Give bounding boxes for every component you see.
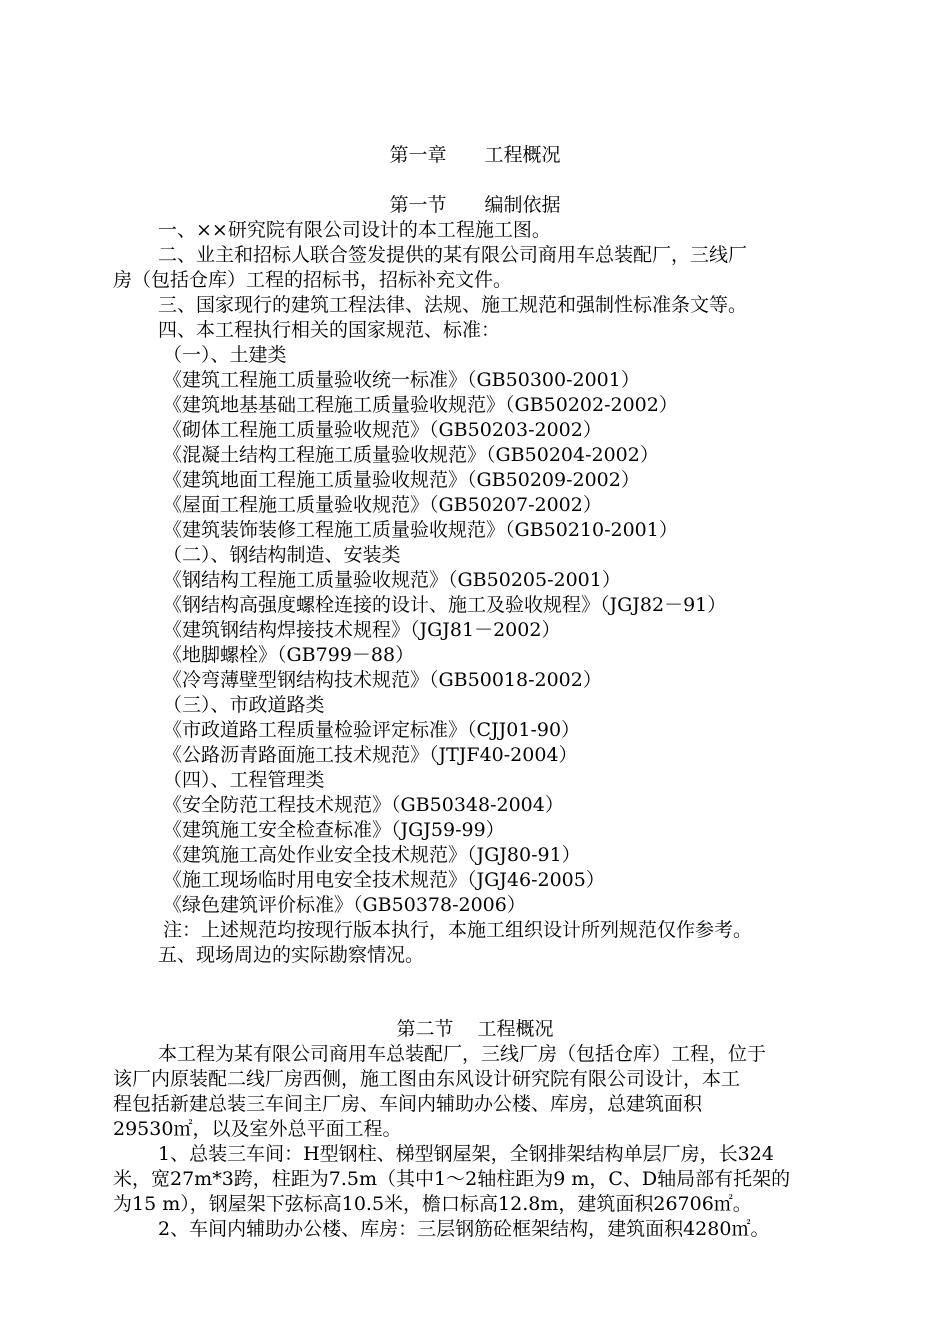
section-title: 工程概况 [477, 1018, 554, 1040]
overview-item: 2、车间内辅助办公楼、库房：三层钢筋砼框架结构，建筑面积4280㎡。 [158, 1218, 770, 1240]
basis-item: 一、××研究院有限公司设计的本工程施工图。 [158, 219, 551, 241]
standard-item: 《屋面工程施工质量验收规范》（GB50207-2002） [163, 494, 602, 516]
basis-item: 四、本工程执行相关的国家规范、标准： [158, 319, 501, 341]
standard-category: （三）、市政道路类 [163, 694, 325, 716]
standards-note: 注：上述规范均按现行版本执行，本施工组织设计所列规范仅作参考。 [163, 919, 753, 941]
basis-item: 五、现场周边的实际勘察情况。 [158, 944, 425, 966]
standard-item: 《钢结构工程施工质量验收规范》（GB50205-2001） [163, 569, 621, 591]
basis-item-continuation: 房（包括仓库）工程的招标书，招标补充文件。 [113, 269, 513, 291]
overview-item-line: 为15 m），钢屋架下弦标高10.5米，檐口标高12.8m，建筑面积26706㎡。 [113, 1193, 752, 1215]
standard-item: 《建筑工程施工质量验收统一标准》（GB50300-2001） [163, 369, 640, 391]
standard-category: （四）、工程管理类 [163, 769, 325, 791]
standard-item: 《绿色建筑评价标准》（GB50378-2006） [163, 894, 526, 916]
standard-item: 《建筑地面工程施工质量验收规范》（GB50209-2002） [163, 469, 640, 491]
chapter-title: 工程概况 [484, 144, 561, 166]
chapter-number: 第一章 [389, 144, 447, 166]
standard-item: 《地脚螺栓》（GB799－88） [163, 644, 415, 666]
standard-item: 《冷弯薄壁型钢结构技术规范》（GB50018-2002） [163, 669, 602, 691]
standard-item: 《安全防范工程技术规范》（GB50348-2004） [163, 794, 564, 816]
basis-item: 三、国家现行的建筑工程法律、法规、施工规范和强制性标准条文等。 [158, 294, 748, 316]
standard-item: 《公路沥青路面施工技术规范》（JTJF40-2004） [163, 744, 578, 766]
standard-category: （二）、钢结构制造、安装类 [163, 544, 401, 566]
standard-item: 《建筑施工安全检查标准》（JGJ59-99） [163, 819, 505, 841]
overview-paragraph: 本工程为某有限公司商用车总装配厂，三线厂房（包括仓库）工程，位于 [158, 1043, 767, 1065]
section-number: 第一节 [389, 194, 447, 216]
standard-item: 《建筑施工高处作业安全技术规范》（JGJ80-91） [163, 844, 581, 866]
overview-paragraph-line: 29530㎡，以及室外总平面工程。 [113, 1118, 402, 1140]
standard-item: 《建筑装饰装修工程施工质量验收规范》（GB50210-2001） [163, 519, 678, 541]
overview-paragraph-line: 程包括新建总装三车间主厂房、车间内辅助办公楼、库房，总建筑面积 [113, 1093, 703, 1115]
basis-item: 二、业主和招标人联合签发提供的某有限公司商用车总装配厂，三线厂 [158, 244, 748, 266]
standard-item: 《施工现场临时用电安全技术规范》（JGJ46-2005） [163, 869, 605, 891]
chapter-heading [0, 143, 950, 168]
standard-item: 《混凝土结构工程施工质量验收规范》（GB50204-2002） [163, 444, 659, 466]
standard-item: 《建筑钢结构焊接技术规程》（JGJ81－2002） [163, 619, 561, 641]
section-title: 编制依据 [484, 194, 561, 216]
section-heading [0, 193, 950, 218]
section-number: 第二节 [396, 1018, 454, 1040]
standard-item: 《建筑地基基础工程施工质量验收规范》（GB50202-2002） [163, 394, 678, 416]
section-heading [0, 1017, 950, 1042]
standard-item: 《砌体工程施工质量验收规范》（GB50203-2002） [163, 419, 602, 441]
overview-paragraph-line: 该厂内原装配二线厂房西侧，施工图由东风设计研究院有限公司设计，本工 [113, 1068, 741, 1090]
overview-item: 1、总装三车间：H型钢柱、梯型钢屋架，全钢排架结构单层厂房，长324 [158, 1143, 774, 1165]
standard-item: 《钢结构高强度螺栓连接的设计、施工及验收规程》（JGJ82－91） [163, 594, 727, 616]
standard-item: 《市政道路工程质量检验评定标准》（CJJ01-90） [163, 719, 581, 741]
standard-category: （一）、土建类 [163, 344, 287, 366]
overview-item-line: 米，宽27m*3跨，柱距为7.5m（其中1～2轴柱距为9 m，C、D轴局部有托架的 [113, 1168, 791, 1190]
